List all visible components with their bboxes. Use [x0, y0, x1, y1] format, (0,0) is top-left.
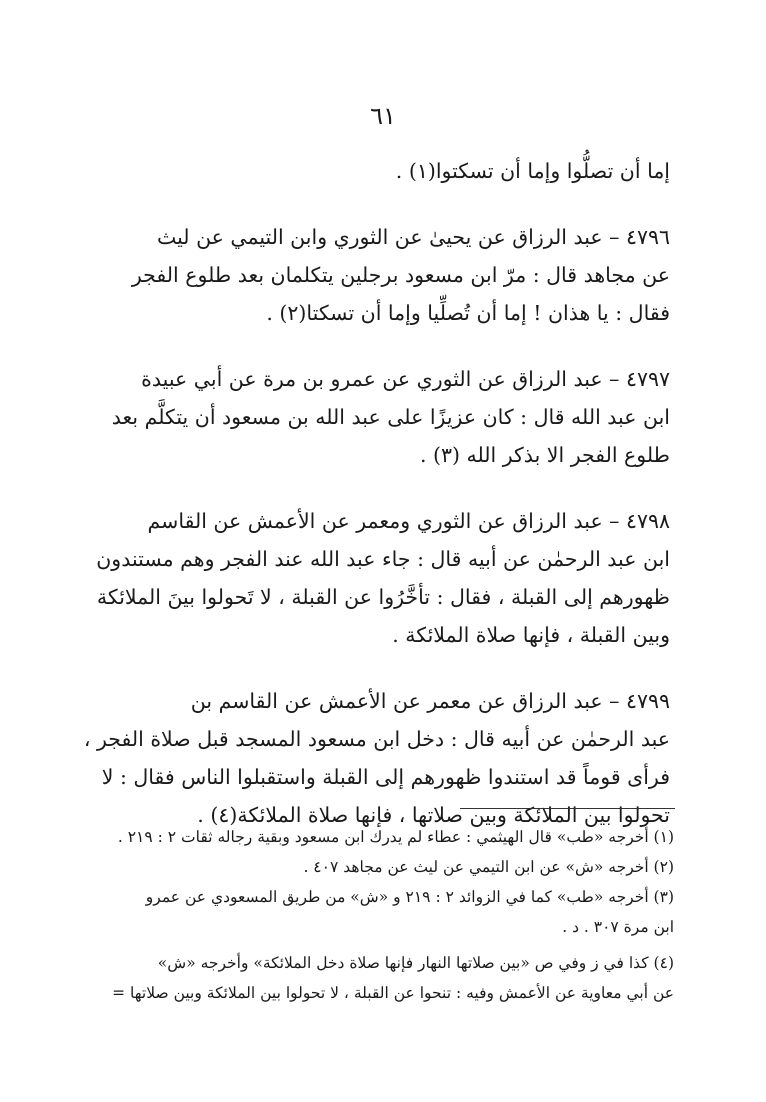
- entry-line: تحولوا بين الملائكة وبين صلاتها ، فإنها صلاة الملائكة(٤) .: [197, 803, 670, 827]
- entry-line: طلوع الفجر الا بذكر الله (٣) .: [419, 443, 670, 467]
- footnote-1: (١) أخرجه «طب» قال الهيثمي : عطاء لم يدرك ابن مسعود وبقية رجاله ثقات ٢ : ٢١٩ .: [117, 828, 674, 846]
- opening-line-block: [126, 152, 670, 190]
- entry-line: ٤٧٩٨ – عبد الرزاق عن الثوري ومعمر عن الأعمش عن القاسم: [147, 509, 670, 533]
- footnotes: [112, 822, 674, 1008]
- main-text: [83, 152, 670, 862]
- hadith-entry-4799: [83, 682, 670, 834]
- hadith-entry-4797: [111, 360, 670, 474]
- footnote-divider: [460, 808, 675, 809]
- entry-line: فرأى قوماً قد استندوا ظهورهم إلى القبلة واستقبلوا الناس فقال : لا: [101, 765, 670, 789]
- hadith-entry-4798: [96, 502, 670, 654]
- entry-line: ابن عبد الله قال : كان عزيزًا على عبد الله بن مسعود أن يتكلَّم بعد: [111, 405, 670, 429]
- hadith-entry-4796: [126, 218, 670, 332]
- entry-line: ظهورهم إلى القبلة ، فقال : تأخَّرُوا عن القبلة ، لا تَحولوا بينَ الملائكة: [96, 585, 670, 609]
- footnote-2: (٢) أخرجه «ش» عن ابن التيمي عن ليث عن مجاهد ٤٠٧ .: [303, 858, 674, 876]
- footnote-4-continued: عن أبي معاوية عن الأعمش وفيه : تنحوا عن القبلة ، لا تحولوا بين الملائكة وبين صلاتها =: [112, 984, 674, 1002]
- entry-line: فقال : يا هذان ! إما أن تُصلِّيا وإما أن تسكتا(٢) .: [266, 301, 670, 325]
- entry-line: ٤٧٩٦ – عبد الرزاق عن يحيىٰ عن الثوري وابن التيمي عن ليث: [156, 225, 670, 249]
- footnote-4: (٤) كذا في ز وفي ص «بين صلاتها النهار فإنها صلاة دخل الملائكة» وأخرجه «ش»: [157, 954, 674, 972]
- footnote-3: (٣) أخرجه «طب» كما في الزوائد ٢ : ٢١٩ و «ش» من طريق المسعودي عن عمرو: [145, 888, 674, 906]
- entry-line: عبد الرحمٰن عن أبيه قال : دخل ابن مسعود المسجد قبل صلاة الفجر ،: [83, 727, 670, 751]
- entry-line: عن مجاهد قال : مرّ ابن مسعود برجلين يتكلمان بعد طلوع الفجر: [131, 263, 670, 287]
- entry-line: ٤٧٩٧ – عبد الرزاق عن الثوري عن عمرو بن مرة عن أبي عبيدة: [141, 367, 670, 391]
- opening-line: إما أن تصلُّوا وإما أن تسكتوا(١) .: [395, 159, 670, 183]
- entry-line: وبين القبلة ، فإنها صلاة الملائكة .: [392, 623, 670, 647]
- footnote-3-continued: ابن مرة ٣٠٧ . د .: [562, 918, 674, 936]
- entry-line: ابن عبد الرحمٰن عن أبيه قال : جاء عبد الله عند الفجر وهم مستندون: [96, 547, 670, 571]
- entry-line: ٤٧٩٩ – عبد الرزاق عن معمر عن الأعمش عن القاسم بن: [190, 689, 670, 713]
- page-number: ٦١: [370, 102, 396, 130]
